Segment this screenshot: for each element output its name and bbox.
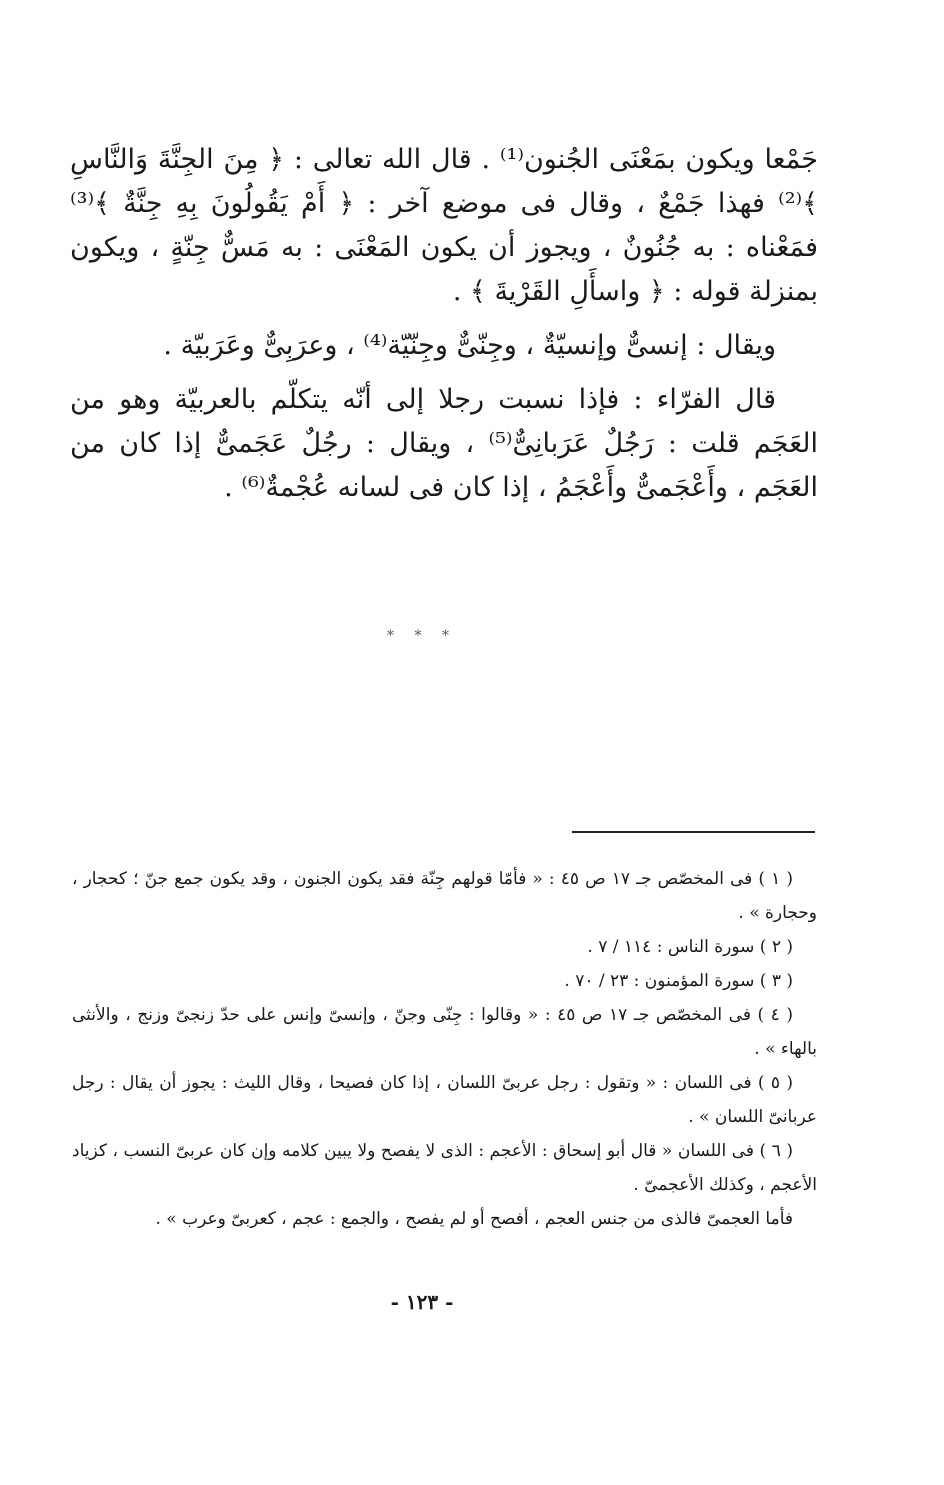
main-paragraph: قال الفرّاء : فإذا نسبت رجلا إلى أنّه يتكلّم بالعربيّة وهو من العَجَم قلت : رَجُلٌ عَرَبانِىٌّ⁽⁵⁾ ، ويقال : رجُلٌ عَجَمىٌّ إذا كان من العَجَم ، وأَعْجَمىٌّ وأَعْجَمُ ، إذا كان فى لسانه عُجْمةٌ⁽⁶⁾ . xyxy=(70,384,818,503)
footnote-item: ( ١ ) فى المخصّص جـ ١٧ ص ٤٥ : « فأمّا قولهم جِنّة فقد يكون الجنون ، وقد يكون جمع جنّ ؛ كحجار ، وحجارة » . xyxy=(72,869,817,923)
main-paragraph: ويقال : إنسىٌّ وإنسيّةٌ ، وجِنّىٌّ وجِنّيّة⁽⁴⁾ ، وعرَبِىٌّ وعَرَبيّة . xyxy=(163,330,776,361)
footnote-item: ( ٦ ) فى اللسان « قال أبو إسحاق : الأعجم : الذى لا يفصح ولا يبين كلامه وإن كان عربىّ النسب ، كزياد الأعجم ، وكذلك الأعجمىّ . xyxy=(72,1141,817,1195)
main-text-body xyxy=(70,138,818,510)
footnotes-section xyxy=(72,862,817,1236)
footnote-item: ( ٢ ) سورة الناس : ١١٤ / ٧ . xyxy=(587,937,793,957)
section-separator: * * * xyxy=(387,628,457,644)
footnote-divider xyxy=(572,831,815,833)
main-paragraph: جَمْعا ويكون بمَعْنَى الجُنون⁽¹⁾ . قال الله تعالى : ﴿ مِنَ الجِنَّةَ وَالنَّاسِ ﴾⁽²⁾ فهذا جَمْعٌ ، وقال فى موضع آخر : ﴿ أَمْ يَقُولُونَ بِهِ جِنَّةٌ ﴾⁽³⁾ فمَعْناه : به جُنُونٌ ، ويجوز أن يكون المَعْنَى : به مَسٌّ جِنّةٍ ، ويكون بمنزلة قوله : ﴿ واسأَلِ القَرْيةَ ﴾ . xyxy=(70,144,818,307)
footnote-item: ( ٣ ) سورة المؤمنون : ٢٣ / ٧٠ . xyxy=(564,971,793,991)
footnote-item: فأما العجمىّ فالذى من جنس العجم ، أفصح أو لم يفصح ، والجمع : عجم ، كعربىّ وعرب » . xyxy=(155,1209,793,1229)
page-number: - ١٢٣ - xyxy=(390,1290,454,1314)
footnote-item: ( ٥ ) فى اللسان : « وتقول : رجل عربىّ اللسان ، إذا كان فصيحا ، وقال الليث : يجوز أن يقال : رجل عربانىّ اللسان » . xyxy=(72,1073,817,1127)
footnote-item: ( ٤ ) فى المخصّص جـ ١٧ ص ٤٥ : « وقالوا : جِنّى وجنّ ، وإنسىّ وإنس على حدّ زنجىّ وزنج ، والأنثى بالهاء » . xyxy=(72,1005,817,1059)
